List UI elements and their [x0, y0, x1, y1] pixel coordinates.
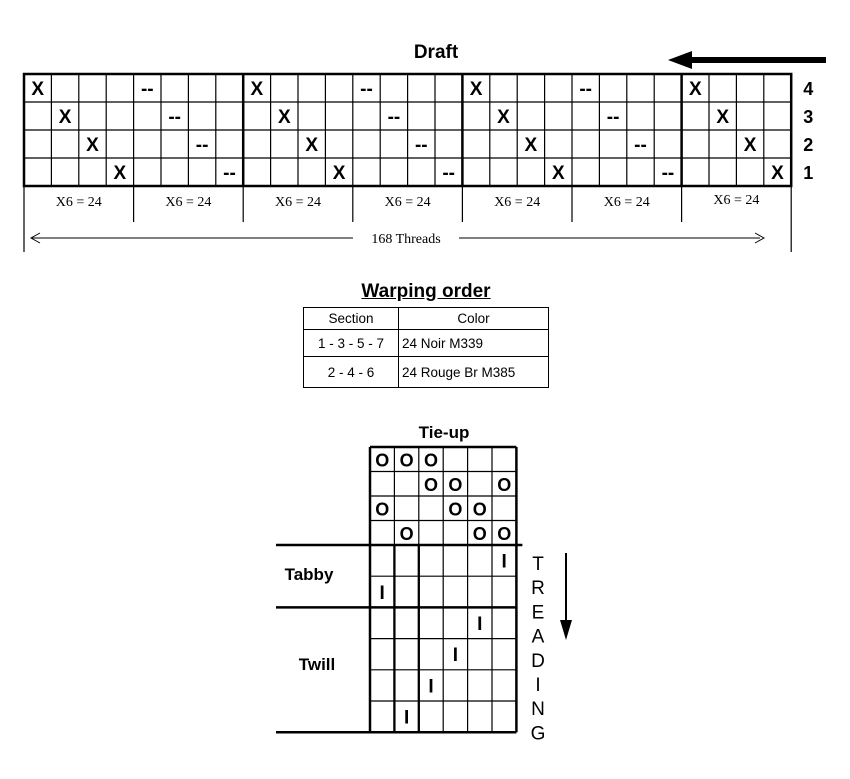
thread-mark-dash: --	[606, 107, 620, 128]
thread-mark-dash: --	[579, 79, 593, 100]
tieup-mark: O	[497, 474, 512, 495]
tieup-section	[370, 423, 516, 545]
treading-letter: E	[531, 602, 545, 624]
thread-mark-dash: --	[168, 107, 182, 128]
treading-letter: A	[531, 626, 545, 648]
thread-mark-x: X	[524, 135, 538, 156]
cell-section: 1 - 3 - 5 - 7	[304, 330, 399, 357]
header-section: Section	[304, 308, 399, 330]
tieup-mark: O	[448, 474, 463, 495]
thread-mark-dash: --	[414, 135, 428, 156]
tieup-mark: O	[448, 499, 463, 520]
treading-letter: D	[531, 650, 545, 672]
group-label-twill: Twill	[298, 655, 336, 674]
thread-mark-x: X	[497, 107, 510, 128]
treadle-mark: I	[403, 707, 410, 729]
table-row	[304, 357, 549, 388]
thread-mark-x: X	[551, 163, 565, 184]
draft-title: Draft	[413, 42, 459, 63]
repeat-label: X6 = 24	[165, 195, 212, 210]
thread-mark-x: X	[58, 107, 72, 128]
repeat-label: X6 = 24	[713, 193, 760, 208]
treadle-mark: I	[452, 645, 459, 667]
thread-mark-x: X	[86, 135, 99, 156]
tieup-mark: O	[423, 450, 439, 471]
thread-mark-dash: --	[634, 135, 647, 156]
repeat-label: X6 = 24	[274, 195, 322, 210]
thread-mark-x: X	[113, 163, 127, 184]
repeat-label: X6 = 24	[494, 195, 541, 210]
thread-mark-x: X	[250, 79, 264, 100]
tieup-grid	[370, 447, 516, 545]
warping-order-table	[303, 307, 549, 388]
tieup-mark: O	[399, 450, 414, 471]
treadle-mark: I	[501, 551, 507, 573]
tieup-mark: O	[423, 474, 439, 495]
treadle-mark: I	[428, 676, 434, 698]
treading-letter: N	[531, 699, 545, 721]
treading-letter: T	[532, 554, 544, 575]
repeat-labels	[56, 193, 760, 210]
tieup-mark: O	[399, 523, 414, 544]
shaft-label: 2	[803, 135, 814, 155]
thread-mark-x: X	[716, 107, 730, 128]
cell-section: 2 - 4 - 6	[304, 357, 399, 388]
total-threads-dimension	[31, 232, 764, 247]
thread-mark-x: X	[277, 107, 291, 128]
total-threads-label: 168 Threads	[371, 232, 441, 247]
shaft-label: 3	[803, 107, 814, 127]
tieup-title: Tie-up	[418, 423, 470, 442]
tieup-mark: O	[497, 523, 512, 544]
thread-mark-dash: --	[387, 107, 401, 128]
group-label-tabby: Tabby	[284, 565, 334, 584]
treading-vertical-label	[531, 554, 546, 744]
thread-mark-x: X	[31, 79, 45, 100]
table-row	[304, 330, 549, 357]
treading-letter: G	[530, 723, 546, 745]
thread-mark-dash: --	[661, 163, 675, 184]
shaft-label: 4	[803, 79, 814, 99]
thread-mark-x: X	[332, 163, 346, 184]
thread-mark-x: X	[305, 135, 319, 156]
warping-order-title: Warping order	[361, 281, 491, 302]
tieup-mark: O	[375, 450, 390, 471]
thread-mark-dash: --	[360, 79, 373, 100]
thread-mark-x: X	[688, 79, 702, 100]
cell-color: 24 Noir M339	[399, 330, 549, 357]
table-header-row	[304, 308, 549, 330]
treadle-mark: I	[379, 582, 385, 604]
repeat-label: X6 = 24	[384, 195, 431, 210]
header-color: Color	[399, 308, 549, 330]
thread-mark-x: X	[469, 79, 483, 100]
tieup-mark: O	[472, 523, 487, 544]
thread-mark-x: X	[743, 135, 757, 156]
treading-direction-arrow-icon	[560, 553, 572, 640]
draft-section	[24, 42, 826, 252]
treading-letter: I	[535, 675, 541, 696]
treadle-mark: I	[477, 614, 483, 635]
shaft-label: 1	[803, 163, 814, 183]
shaft-labels	[803, 79, 813, 183]
tieup-mark: O	[375, 499, 390, 520]
cell-color: 24 Rouge Br M385	[399, 357, 549, 388]
repeat-label: X6 = 24	[603, 195, 650, 210]
thread-mark-dash: --	[223, 163, 236, 184]
treading-section	[276, 545, 572, 744]
tieup-mark: O	[472, 499, 487, 520]
threading-grid	[24, 74, 791, 252]
repeat-label: X6 = 24	[55, 195, 102, 210]
thread-mark-dash: --	[140, 79, 154, 100]
thread-mark-dash: --	[442, 163, 456, 184]
direction-arrow-icon	[668, 51, 826, 69]
thread-mark-x: X	[771, 163, 784, 184]
thread-mark-dash: --	[195, 135, 209, 156]
treading-letter: R	[531, 578, 545, 600]
